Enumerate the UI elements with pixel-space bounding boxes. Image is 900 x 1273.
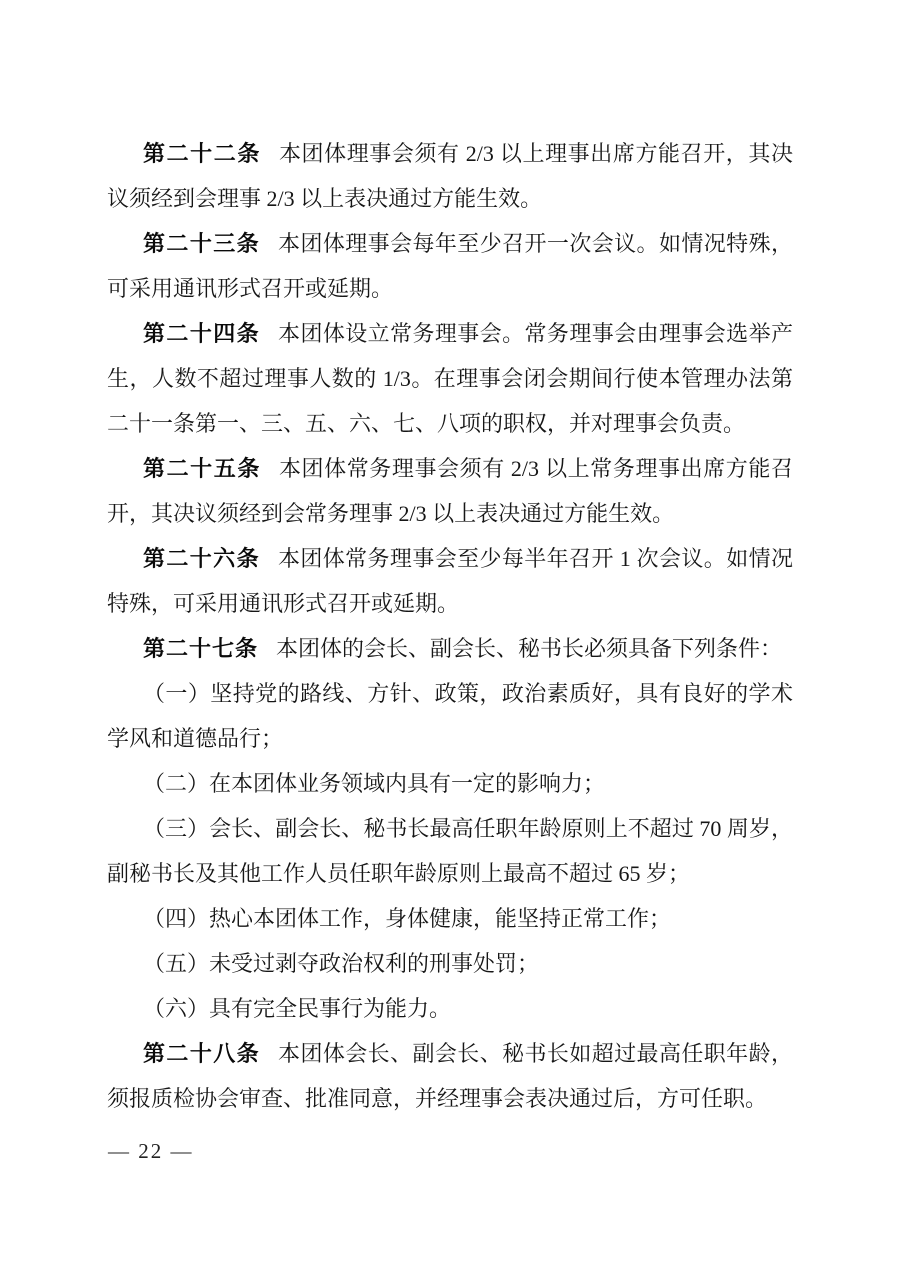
document-body [107, 131, 793, 1121]
article-text: （四）热心本团体工作，身体健康，能坚持正常工作； [143, 906, 672, 931]
article-text: 本团体设立常务理事会。常务理事会由理事会选举产生，人数不超过理事人数的 1/3。在理事会闭会期间行使本管理办法第二十一条第一、三、五、六、七、八项的职权，并对理事会负责。 [107, 321, 793, 436]
article-text: （六）具有完全民事行为能力。 [143, 996, 452, 1021]
article-paragraph [107, 671, 793, 761]
article-text: （五）未受过剥夺政治权利的刑事处罚； [143, 951, 540, 976]
article-paragraph [107, 761, 793, 806]
article-text: （一）坚持党的路线、方针、政策，政治素质好，具有良好的学术学风和道德品行； [107, 681, 793, 751]
article-text: （三）会长、副会长、秘书长最高任职年龄原则上不超过 70 周岁，副秘书长及其他工作人员任职年龄原则上最高不超过 65 岁； [107, 816, 793, 886]
article-number: 第二十二条 [143, 141, 261, 166]
article-text: 本团体理事会每年至少召开一次会议。如情况特殊，可采用通讯形式召开或延期。 [107, 231, 793, 301]
article-paragraph [107, 941, 793, 986]
article-text: （二）在本团体业务领域内具有一定的影响力； [143, 771, 606, 796]
article-text: 本团体常务理事会至少每半年召开 1 次会议。如情况特殊，可采用通讯形式召开或延期。 [107, 546, 793, 616]
article-number: 第二十七条 [143, 636, 259, 661]
article-number: 第二十五条 [143, 456, 261, 481]
article-paragraph [107, 1031, 793, 1121]
article-text: 本团体常务理事会须有 2/3 以上常务理事出席方能召开，其决议须经到会常务理事 2/3 以上表决通过方能生效。 [107, 456, 793, 526]
article-number: 第二十四条 [143, 321, 261, 346]
article-paragraph [107, 986, 793, 1031]
article-number: 第二十三条 [143, 231, 261, 256]
article-paragraph [107, 896, 793, 941]
article-paragraph [107, 626, 793, 671]
article-number: 第二十六条 [143, 546, 260, 571]
page-number: — 22 — [108, 1139, 194, 1163]
article-paragraph [107, 806, 793, 896]
article-paragraph [107, 446, 793, 536]
article-paragraph [107, 221, 793, 311]
article-text: 本团体理事会须有 2/3 以上理事出席方能召开，其决议须经到会理事 2/3 以上表决通过方能生效。 [107, 141, 793, 211]
article-paragraph [107, 131, 793, 221]
article-text: 本团体会长、副会长、秘书长如超过最高任职年龄，须报质检协会审查、批准同意，并经理事会表决通过后，方可任职。 [107, 1041, 793, 1111]
article-paragraph [107, 311, 793, 446]
article-text: 本团体的会长、副会长、秘书长必须具备下列条件： [276, 636, 783, 661]
article-paragraph [107, 536, 793, 626]
article-number: 第二十八条 [143, 1041, 261, 1066]
